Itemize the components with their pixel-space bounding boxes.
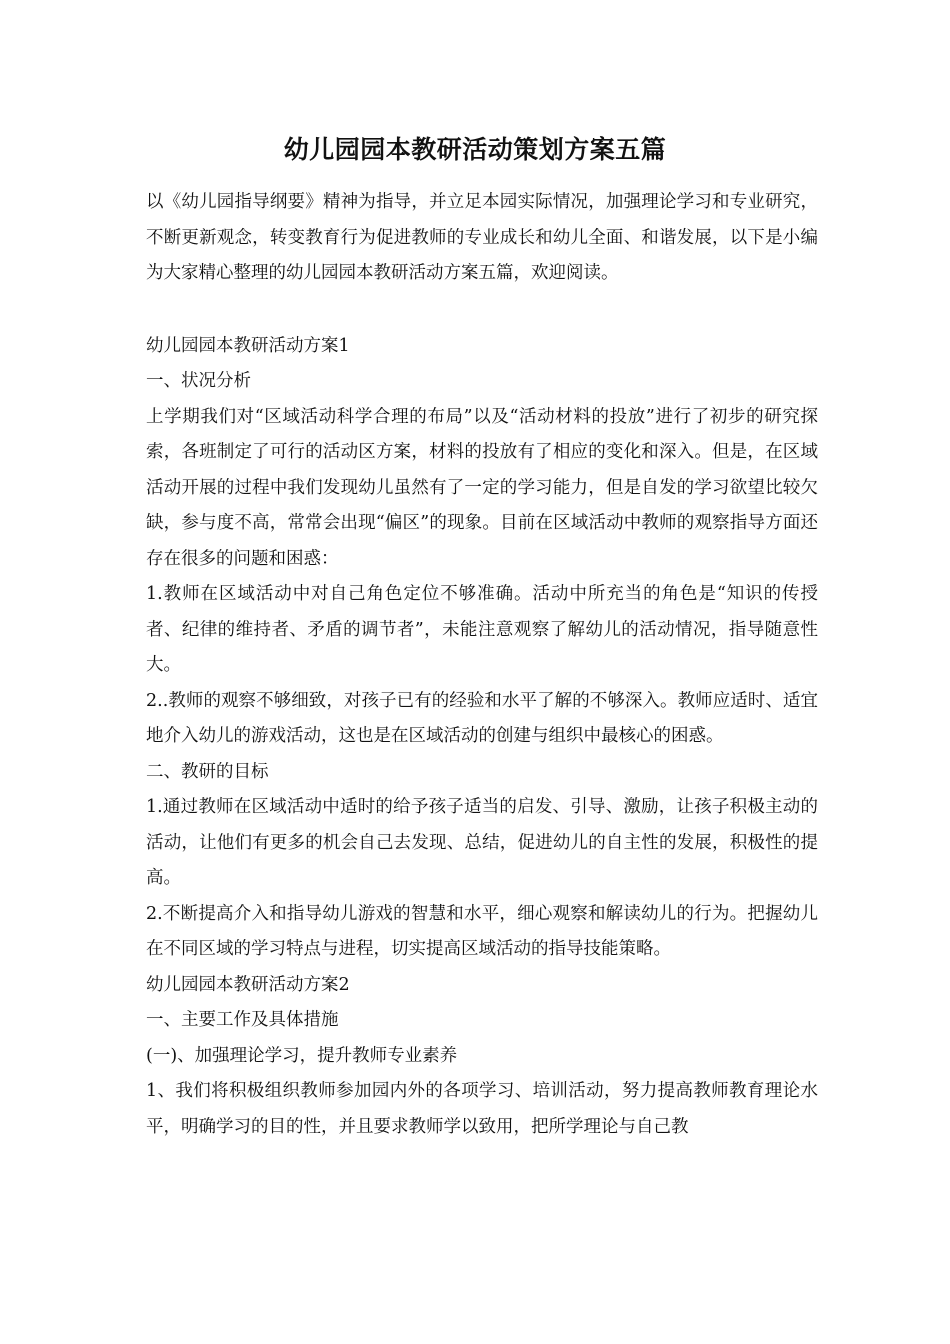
plan1-section2-item2: 2.不断提高介入和指导幼儿游戏的智慧和水平，细心观察和解读幼儿的行为。把握幼儿在不同区域的学习特点与进程，切实提高区域活动的指导技能策略。 bbox=[146, 903, 818, 959]
plan1-section2-item1: 1.通过教师在区域活动中适时的给予孩子适当的启发、引导、激励，让孩子积极主动的活动，让他们有更多的机会自己去发现、总结，促进幼儿的自主性的发展，积极性的提高。 bbox=[146, 797, 818, 888]
plan1-section1-item2: 2..教师的观察不够细致，对孩子已有的经验和水平了解的不够深入。教师应适时、适宜地介入幼儿的游戏活动，这也是在区域活动的创建与组织中最核心的困惑。 bbox=[146, 690, 818, 746]
plan1-section1-item1: 1.教师在区域活动中对自己角色定位不够准确。活动中所充当的角色是“知识的传授者、纪律的维持者、矛盾的调节者”，未能注意观察了解幼儿的活动情况，指导随意性大。 bbox=[146, 584, 818, 675]
plan1-section1-title: 一、状况分析 bbox=[146, 371, 251, 391]
document-title: 幼儿园园本教研活动策划方案五篇 bbox=[283, 135, 667, 164]
plan2-sub1-title: (一)、加强理论学习，提升教师专业素养 bbox=[146, 1045, 458, 1066]
plan2-section1-title: 一、主要工作及具体措施 bbox=[146, 1010, 339, 1030]
plan1-heading: 幼儿园园本教研活动方案1 bbox=[146, 335, 350, 356]
intro-paragraph: 以《幼儿园指导纲要》精神为指导，并立足本园实际情况，加强理论学习和专业研究，不断更新观念，转变教育行为促进教师的专业成长和幼儿全面、和谐发展，以下是小编为大家精心整理的幼儿园园本教研活动方案五篇，欢迎阅读。 bbox=[146, 192, 818, 283]
document-body bbox=[146, 185, 818, 1145]
plan1-section2-title: 二、教研的目标 bbox=[146, 761, 269, 782]
plan2-sub1-item1: 1、我们将积极组织教师参加园内外的各项学习、培训活动，努力提高教师教育理论水平，明确学习的目的性，并且要求教师学以致用，把所学理论与自己教 bbox=[146, 1081, 818, 1137]
plan1-section1-paragraph: 上学期我们对“区域活动科学合理的布局”以及“活动材料的投放”进行了初步的研究探索，各班制定了可行的活动区方案，材料的投放有了相应的变化和深入。但是，在区域活动开展的过程中我们发现幼儿虽然有了一定的学习能力，但是自发的学习欲望比较欠缺，参与度不高，常常会出现“偏区”的现象。目前在区域活动中教师的观察指导方面还存在很多的问题和困惑： bbox=[146, 406, 818, 569]
plan2-heading: 幼儿园园本教研活动方案2 bbox=[146, 974, 350, 995]
